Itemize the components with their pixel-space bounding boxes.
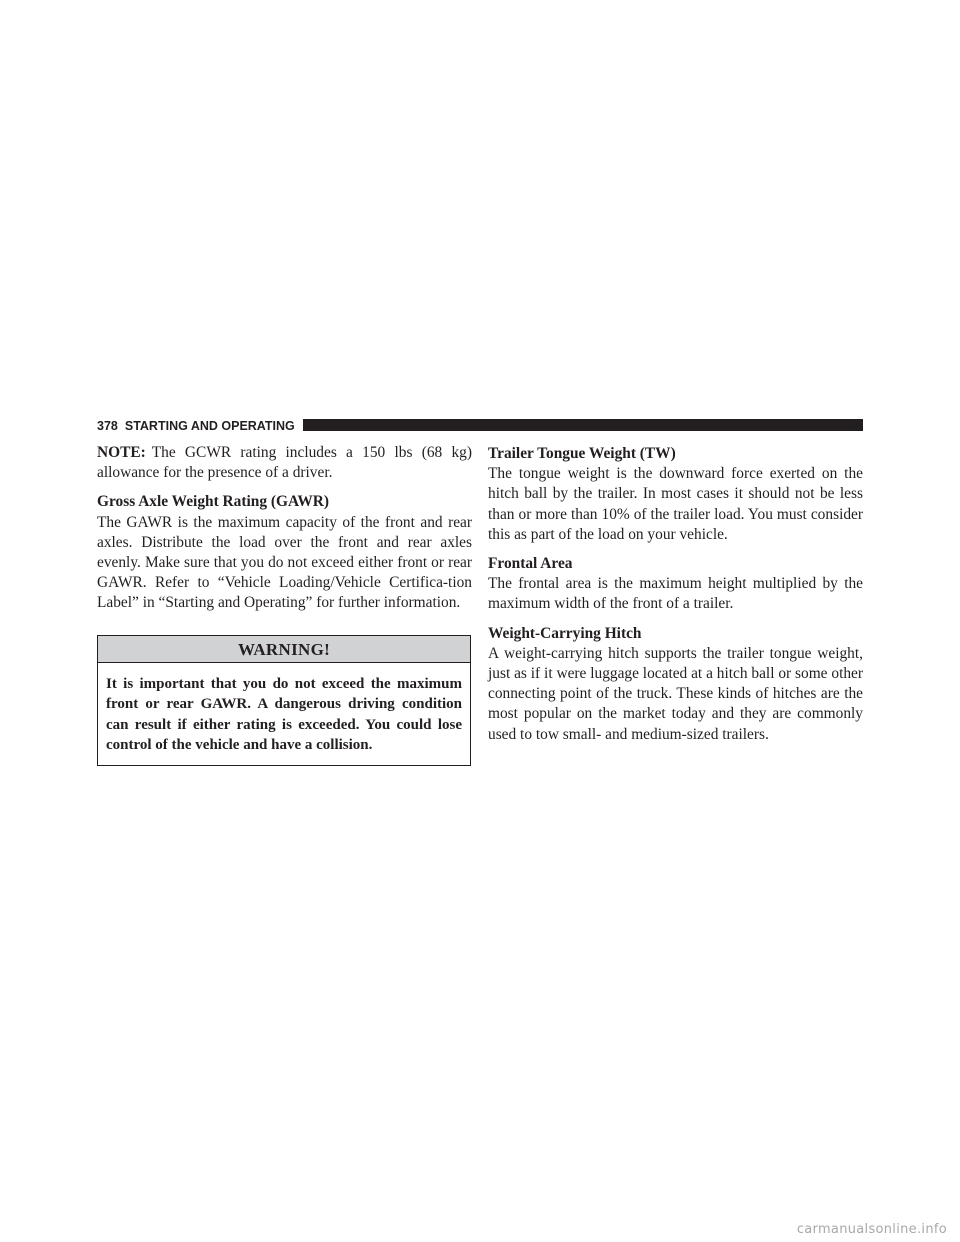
page-number: 378 [97,419,118,433]
frontal-area-heading: Frontal Area [488,555,573,573]
header-label [97,418,303,434]
note-paragraph [97,443,472,483]
note-label: NOTE: [97,444,146,461]
right-column [488,444,863,745]
section-title: STARTING AND OPERATING [124,419,295,433]
left-column [97,443,472,766]
tongue-weight-paragraph: The tongue weight is the downward force exerted on the hitch ball by the trailer. In most cases it should not be less than or more than 10% of the trailer load. You must consider this as part of the load on your vehicle. [488,465,863,543]
page-header [97,418,863,434]
warning-text: It is important that you do not exceed the maximum front or rear GAWR. A dangerous driving condition can result if either rating is exceeded. You could lose control of the vehicle and have a collision. [106,675,462,754]
hitch-heading: Weight-Carrying Hitch [488,624,642,642]
hitch-paragraph: A weight-carrying hitch supports the trailer tongue weight, just as if it were luggage located at a hitch ball or some other connecting point of the truck. These kinds of hitches are the most popular on the market today and they are commonly used to tow small- and medium-sized trailers. [488,644,863,743]
note-text: The GCWR rating includes a 150 lbs (68 kg) allowance for the presence of a driver. [97,444,472,482]
gawr-paragraph: The GAWR is the maximum capacity of the front and rear axles. Distribute the load over the front and rear axles evenly. Make sure that you do not exceed either front or rear GAWR. Refer to “Vehicle Loading/Vehicle Certifica-tion Label” in “Starting and Operating” for further information. [97,513,472,612]
gawr-heading: Gross Axle Weight Rating (GAWR) [97,493,330,511]
warning-box [97,635,471,766]
frontal-area-paragraph: The frontal area is the maximum height multiplied by the maximum width of the front of a trailer. [488,575,863,613]
warning-title: WARNING! [98,636,470,663]
tongue-weight-heading: Trailer Tongue Weight (TW) [488,445,676,462]
watermark: carmanualsonline.info [796,1222,947,1237]
